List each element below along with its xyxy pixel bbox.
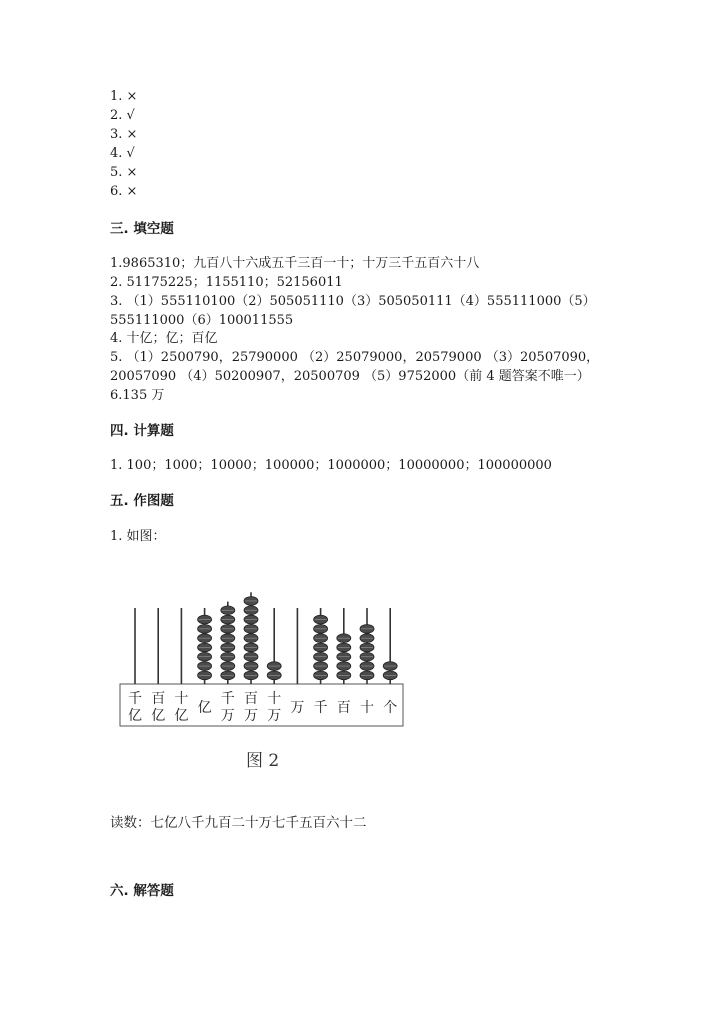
answer-line: 2. 51175225；1155110；52156011 [110, 275, 343, 290]
answer-line: 3. （1）555110100（2）505051110（3）505050111（4）555111000（5） [110, 294, 596, 309]
answer-line: 6. × [110, 184, 138, 199]
answer-line: 20057090 （4）50200907，20500709 （5）9752000（前 4 题答案不唯一） [110, 369, 590, 384]
answer-line: 4. 十亿；亿；百亿 [110, 331, 218, 346]
abacus-place-label: 千 [128, 691, 142, 707]
abacus-reading: 读数：七亿八千九百二十万七千五百六十二 [110, 815, 367, 831]
abacus-place-label: 万 [244, 708, 258, 724]
abacus-place-label: 十 [360, 700, 374, 716]
answer-line: 1. 100；1000；10000；100000；1000000；10000000；100000000 [110, 458, 552, 473]
answer-line: 1. 如图： [110, 529, 166, 544]
abacus-place-label: 亿 [174, 708, 189, 724]
abacus-place-label: 万 [267, 708, 282, 724]
abacus-place-label: 千 [313, 700, 328, 716]
answer-line: 1.9865310；九百八十六成五千三百一十；十万三千五百六十八 [110, 256, 480, 271]
answer-line: 555111000（6）100011555 [110, 313, 294, 328]
answer-line: 5. × [110, 165, 138, 180]
abacus-place-label: 十 [174, 691, 189, 707]
abacus-place-label: 亿 [128, 708, 142, 724]
answer-line: 2. √ [110, 108, 135, 123]
abacus-place-label: 万 [290, 700, 305, 716]
abacus-place-label: 百 [336, 700, 351, 716]
answer-line: 1. × [110, 89, 138, 104]
answer-line: 3. × [110, 127, 138, 142]
abacus-place-label: 千 [220, 691, 235, 707]
answer-line: 6.135 万 [110, 388, 165, 403]
section-title-calculation: 四. 计算题 [110, 423, 174, 439]
abacus-place-label: 个 [383, 700, 398, 716]
abacus-place-label: 十 [267, 691, 282, 707]
section-title-fill-in: 三. 填空题 [110, 221, 174, 237]
abacus-place-label: 百 [244, 691, 258, 707]
abacus-figure [118, 578, 408, 738]
section-title-drawing: 五. 作图题 [110, 493, 174, 509]
section-title-solution: 六. 解答题 [110, 883, 174, 899]
abacus-place-label: 万 [220, 708, 235, 724]
figure-caption: 图 2 [246, 751, 280, 771]
abacus-place-label: 亿 [197, 700, 212, 716]
answer-line: 4. √ [110, 146, 135, 161]
abacus-place-label: 百 [151, 691, 166, 707]
abacus-place-label: 亿 [151, 708, 166, 724]
answer-line: 5. （1）2500790，25790000 （2）25079000，20579000 （3）20507090， [110, 350, 600, 365]
